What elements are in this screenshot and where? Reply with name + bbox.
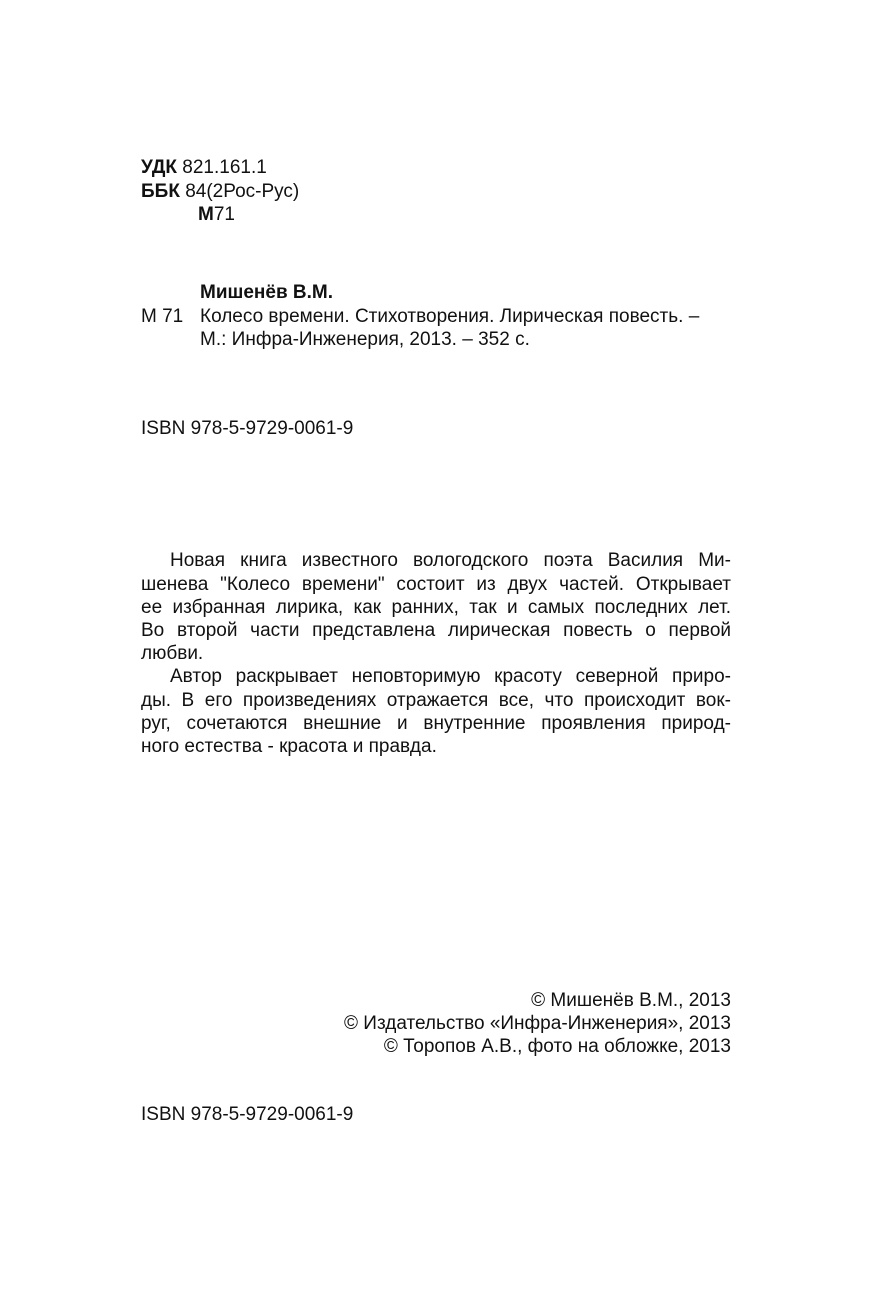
annotation-line: ды. В его произведениях отражается все, что происходит вок- bbox=[141, 690, 731, 711]
copyright-photo: © Торопов А.В., фото на обложке, 2013 bbox=[383, 1036, 731, 1057]
udk-value: 821.161.1 bbox=[182, 157, 267, 178]
bbk-label: ББК bbox=[141, 181, 180, 202]
cutter-code-letter: М bbox=[198, 204, 214, 225]
author-name: Мишенёв В.М. bbox=[200, 282, 334, 303]
annotation-line: Во второй части представлена лирическая повесть о первой bbox=[141, 620, 731, 641]
copyright-publisher: © Издательство «Инфра-Инженерия», 2013 bbox=[344, 1013, 731, 1034]
cutter-code bbox=[198, 204, 235, 226]
annotation-line: руг, сочетаются внешние и внутренние проявления природ- bbox=[141, 713, 731, 734]
bbk-value: 84(2Рос-Рус) bbox=[185, 181, 300, 202]
isbn-bottom: ISBN 978-5-9729-0061-9 bbox=[141, 1104, 354, 1125]
annotation-line: Новая книга известного вологодского поэта Василия Ми- bbox=[170, 550, 731, 571]
bbk-line bbox=[141, 181, 299, 203]
bibliographic-imprint-line: М.: Инфра-Инженерия, 2013. – 352 с. bbox=[200, 329, 530, 350]
bibliographic-title-line: Колесо времени. Стихотворения. Лирическая повесть. – bbox=[200, 306, 700, 327]
cutter-code-number: 71 bbox=[213, 204, 235, 225]
annotation-line: Автор раскрывает неповторимую красоту северной приро- bbox=[170, 666, 731, 687]
annotation-line: ее избранная лирика, как ранних, так и самых последних лет. bbox=[141, 597, 731, 618]
annotation-line: любви. bbox=[141, 643, 204, 664]
cutter-mark: М 71 bbox=[141, 306, 184, 327]
copyright-author: © Мишенёв В.М., 2013 bbox=[531, 990, 731, 1011]
annotation-line: шенева "Колесо времени" состоит из двух частей. Открывает bbox=[141, 574, 731, 595]
udk-line bbox=[141, 157, 267, 179]
isbn-top: ISBN 978-5-9729-0061-9 bbox=[141, 418, 354, 439]
annotation-line: ного естества - красота и правда. bbox=[141, 736, 437, 757]
udk-label: УДК bbox=[141, 157, 177, 178]
